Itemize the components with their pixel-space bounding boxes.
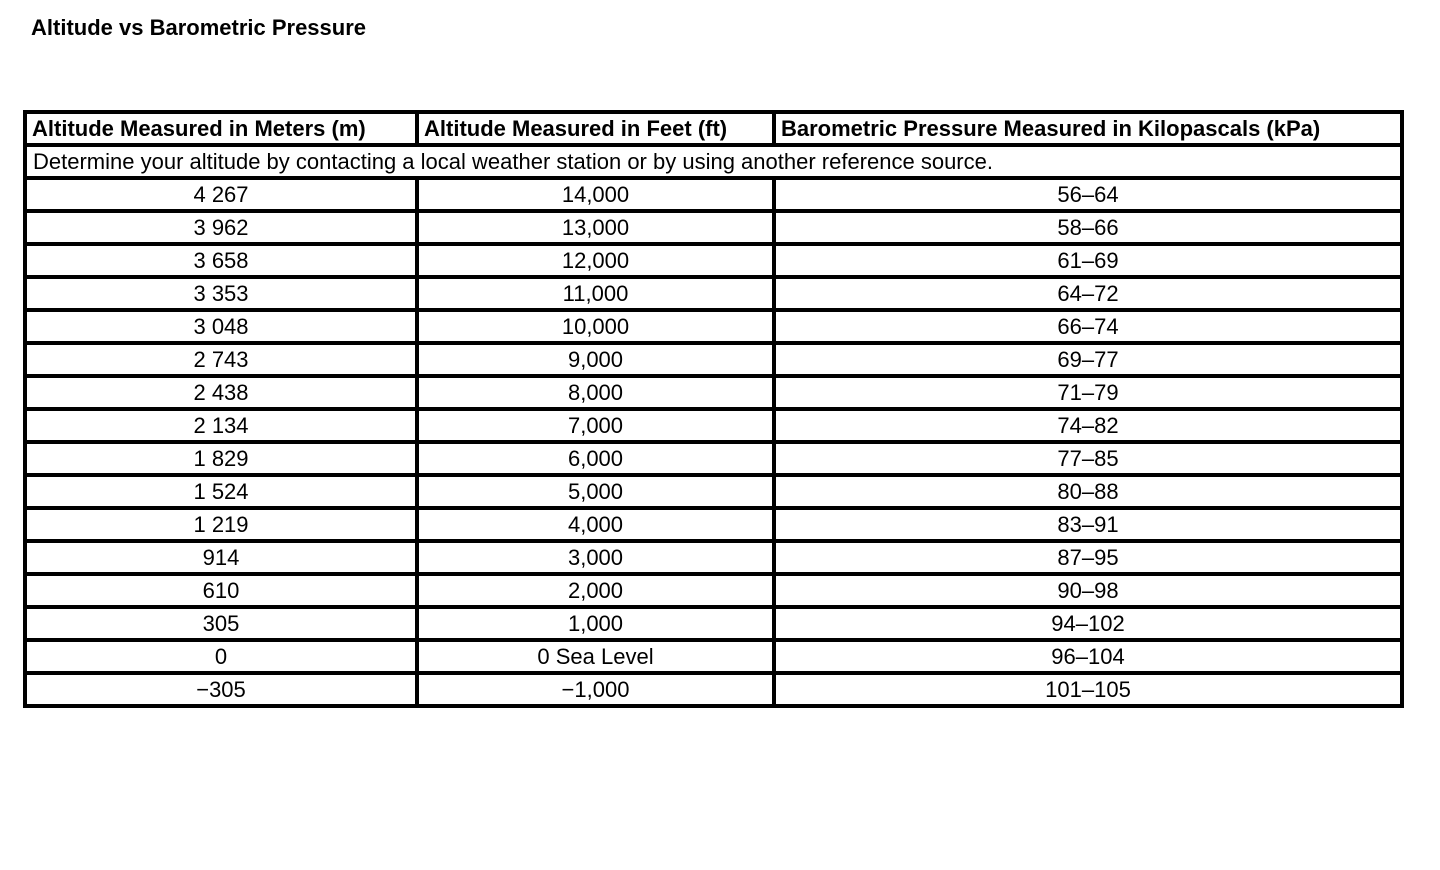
cell-feet: 2,000	[417, 574, 774, 607]
table-note: Determine your altitude by contacting a local weather station or by using another reference source.	[25, 145, 1402, 178]
cell-pressure: 87–95	[774, 541, 1402, 574]
table-row	[25, 244, 1402, 277]
table-row	[25, 376, 1402, 409]
cell-pressure: 80–88	[774, 475, 1402, 508]
cell-meters: 3 048	[25, 310, 417, 343]
header-meters: Altitude Measured in Meters (m)	[25, 112, 417, 145]
table-row	[25, 310, 1402, 343]
cell-pressure: 66–74	[774, 310, 1402, 343]
cell-meters: 1 829	[25, 442, 417, 475]
cell-pressure: 56–64	[774, 178, 1402, 211]
cell-meters: 4 267	[25, 178, 417, 211]
cell-meters: 305	[25, 607, 417, 640]
cell-pressure: 74–82	[774, 409, 1402, 442]
table-row	[25, 673, 1402, 706]
cell-feet: 4,000	[417, 508, 774, 541]
cell-feet: −1,000	[417, 673, 774, 706]
cell-feet: 6,000	[417, 442, 774, 475]
cell-pressure: 69–77	[774, 343, 1402, 376]
table-row	[25, 343, 1402, 376]
cell-pressure: 58–66	[774, 211, 1402, 244]
header-feet: Altitude Measured in Feet (ft)	[417, 112, 774, 145]
table-row	[25, 211, 1402, 244]
table-row	[25, 640, 1402, 673]
cell-pressure: 64–72	[774, 277, 1402, 310]
cell-pressure: 61–69	[774, 244, 1402, 277]
table-row	[25, 574, 1402, 607]
table-row	[25, 607, 1402, 640]
cell-meters: −305	[25, 673, 417, 706]
cell-feet: 10,000	[417, 310, 774, 343]
cell-feet: 8,000	[417, 376, 774, 409]
page-title: Altitude vs Barometric Pressure	[31, 15, 367, 40]
cell-feet: 0 Sea Level	[417, 640, 774, 673]
cell-meters: 0	[25, 640, 417, 673]
cell-meters: 2 134	[25, 409, 417, 442]
table-row	[25, 442, 1402, 475]
cell-feet: 1,000	[417, 607, 774, 640]
table-row	[25, 475, 1402, 508]
cell-meters: 914	[25, 541, 417, 574]
cell-meters: 3 353	[25, 277, 417, 310]
cell-pressure: 71–79	[774, 376, 1402, 409]
cell-pressure: 101–105	[774, 673, 1402, 706]
cell-pressure: 90–98	[774, 574, 1402, 607]
cell-feet: 11,000	[417, 277, 774, 310]
table-row	[25, 508, 1402, 541]
cell-feet: 3,000	[417, 541, 774, 574]
altitude-pressure-table	[23, 110, 1404, 708]
table-header-row	[25, 112, 1402, 145]
table-row	[25, 178, 1402, 211]
cell-meters: 1 219	[25, 508, 417, 541]
cell-meters: 2 438	[25, 376, 417, 409]
cell-feet: 14,000	[417, 178, 774, 211]
cell-feet: 13,000	[417, 211, 774, 244]
cell-pressure: 83–91	[774, 508, 1402, 541]
cell-feet: 9,000	[417, 343, 774, 376]
cell-meters: 1 524	[25, 475, 417, 508]
table-note-row	[25, 145, 1402, 178]
cell-feet: 12,000	[417, 244, 774, 277]
cell-meters: 3 962	[25, 211, 417, 244]
table-row	[25, 409, 1402, 442]
table-row	[25, 541, 1402, 574]
cell-pressure: 94–102	[774, 607, 1402, 640]
cell-feet: 7,000	[417, 409, 774, 442]
cell-meters: 3 658	[25, 244, 417, 277]
cell-pressure: 96–104	[774, 640, 1402, 673]
cell-pressure: 77–85	[774, 442, 1402, 475]
cell-meters: 2 743	[25, 343, 417, 376]
cell-meters: 610	[25, 574, 417, 607]
table-row	[25, 277, 1402, 310]
cell-feet: 5,000	[417, 475, 774, 508]
header-pressure: Barometric Pressure Measured in Kilopascals (kPa)	[774, 112, 1402, 145]
